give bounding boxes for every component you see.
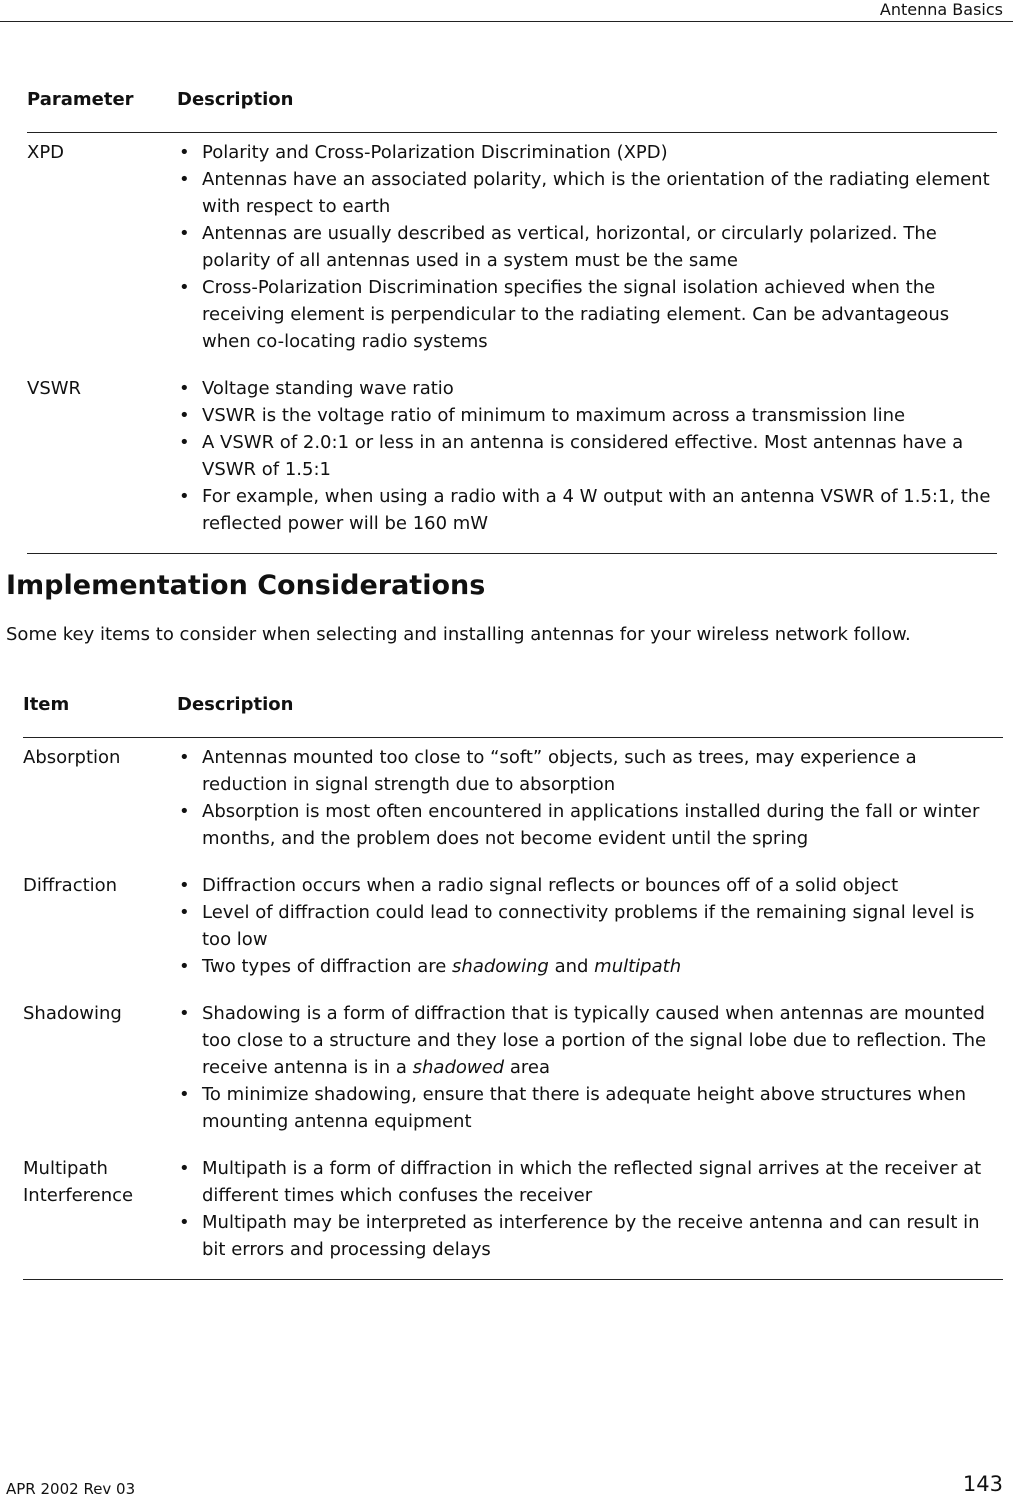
table-header-row: [23, 691, 1003, 738]
row-description: [177, 1149, 1003, 1280]
table-row: [23, 1149, 1003, 1280]
row-label: [23, 1149, 177, 1280]
bullet-list: [177, 139, 997, 355]
list-item: • Multipath is a form of diffraction in which the reflected signal arrives at the receiver at different times which confuses the receiver: [177, 1155, 1003, 1209]
list-item: • Level of diffraction could lead to connectivity problems if the remaining signal level is too low: [177, 899, 1003, 953]
table-row: [23, 866, 1003, 994]
section-heading: Implementation Considerations: [6, 570, 486, 601]
text-run: area: [504, 1057, 550, 1078]
list-item: • Absorption is most often encountered in applications installed during the fall or winter months, and the problem does not become evident until the spring: [177, 798, 1003, 852]
list-item: • VSWR is the voltage ratio of minimum to maximum across a transmission line: [177, 402, 997, 429]
row-description: [177, 738, 1003, 867]
list-item: • Voltage standing wave ratio: [177, 375, 997, 402]
bullet-list: [177, 872, 1003, 980]
bullet-list: [177, 744, 1003, 852]
emphasis-shadowed: shadowed: [412, 1057, 505, 1078]
list-item: • Antennas mounted too close to “soft” objects, such as trees, may experience a reduction in signal strength due to absorption: [177, 744, 1003, 798]
list-item: • Antennas are usually described as vertical, horizontal, or circularly polarized. The polarity of all antennas used in a system must be the same: [177, 220, 997, 274]
list-item: • Multipath may be interpreted as interference by the receive antenna and can result in bit errors and processing delays: [177, 1209, 1003, 1263]
table-row: [27, 133, 997, 370]
row-description: [177, 994, 1003, 1149]
intro-paragraph: Some key items to consider when selecting and installing antennas for your wireless network follow.: [6, 624, 911, 645]
running-header-title: Antenna Basics: [879, 0, 1003, 19]
list-item: • Antennas have an associated polarity, which is the orientation of the radiating element with respect to earth: [177, 166, 997, 220]
text-run: Shadowing is a form of diffraction that is typically caused when antennas are mounted too close to a structure and they lose a portion of the signal lobe due to reflection. The receive antenna is in a: [202, 1003, 987, 1078]
parameter-table: [27, 86, 997, 554]
page-number: 143: [962, 1472, 1003, 1496]
row-description: [177, 369, 997, 554]
header-rule: [0, 21, 1013, 22]
column-header-description: Description: [177, 694, 294, 715]
bullet-list: [177, 1155, 1003, 1263]
row-label-line: Multipath: [23, 1158, 108, 1179]
row-label: Absorption: [23, 747, 121, 768]
column-header-item: Item: [23, 694, 70, 715]
row-label: XPD: [27, 142, 65, 163]
list-item: [177, 953, 1003, 980]
implementation-table: [23, 691, 1003, 1280]
row-label: Diffraction: [23, 875, 118, 896]
table-row: [23, 738, 1003, 867]
text-run: and: [548, 956, 595, 977]
emphasis-multipath: multipath: [594, 956, 682, 977]
list-item: • To minimize shadowing, ensure that there is adequate height above structures when mounting antenna equipment: [177, 1081, 1003, 1135]
row-label: Shadowing: [23, 1003, 122, 1024]
text-run: Two types of diffraction are: [202, 956, 453, 977]
footer-revision: APR 2002 Rev 03: [6, 1480, 136, 1498]
list-item: • For example, when using a radio with a 4 W output with an antenna VSWR of 1.5:1, the reflected power will be 160 mW: [177, 483, 997, 537]
bullet-list: [177, 1000, 1003, 1135]
row-label-line: Interference: [23, 1185, 134, 1206]
table-header-row: [27, 86, 997, 133]
row-description: [177, 133, 997, 370]
list-item: • Polarity and Cross-Polarization Discrimination (XPD): [177, 139, 997, 166]
list-item: • A VSWR of 2.0:1 or less in an antenna is considered effective. Most antennas have a VSWR of 1.5:1: [177, 429, 997, 483]
list-item: [177, 1000, 1003, 1081]
table-row: [27, 369, 997, 554]
list-item: • Diffraction occurs when a radio signal reflects or bounces off of a solid object: [177, 872, 1003, 899]
emphasis-shadowing: shadowing: [452, 956, 549, 977]
bullet-list: [177, 375, 997, 537]
table-row: [23, 994, 1003, 1149]
column-header-description: Description: [177, 89, 294, 110]
column-header-parameter: Parameter: [27, 89, 134, 110]
row-label: VSWR: [27, 378, 82, 399]
row-description: [177, 866, 1003, 994]
list-item: • Cross-Polarization Discrimination specifies the signal isolation achieved when the receiving element is perpendicular to the radiating element. Can be advantageous when co-locating radio systems: [177, 274, 997, 355]
